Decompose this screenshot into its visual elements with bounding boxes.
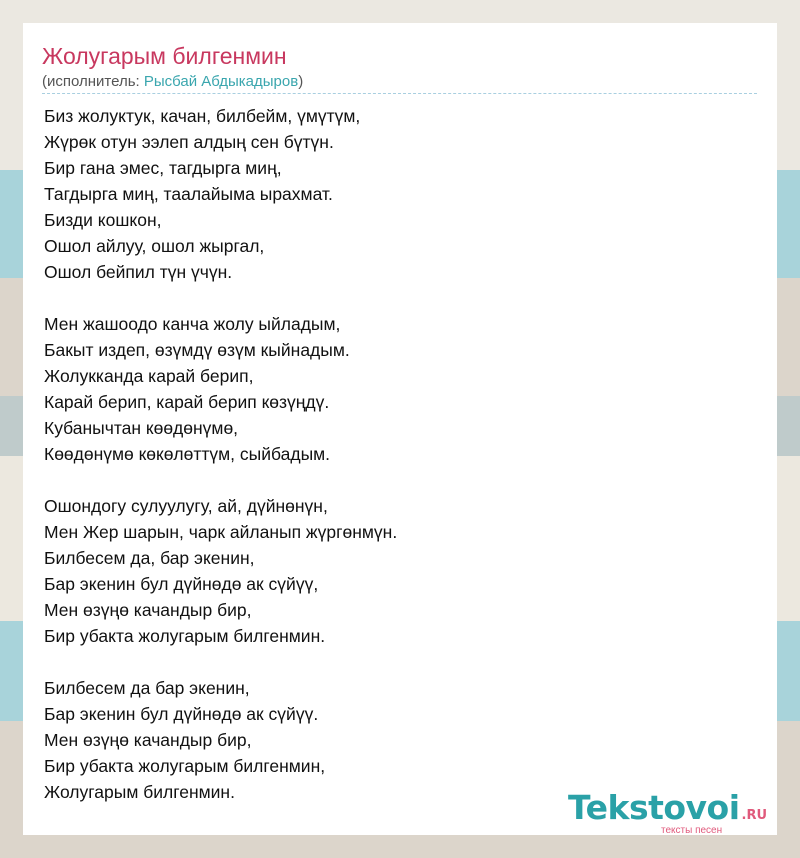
verse-1: [44, 103, 397, 285]
verse-3: [44, 493, 397, 649]
lyric-line: Жолугарым билгенмин.: [44, 782, 235, 802]
lyric-line: Бар экенин бул дүйнөдө ак сүйүү.: [44, 704, 319, 724]
lyric-line: Тагдырга миң, таалайыма ырахмат.: [44, 184, 333, 204]
lyric-line: Билбесем да, бар экенин,: [44, 548, 255, 568]
lyric-line: Биз жолуктук, качан, билбейм, үмүтүм,: [44, 106, 361, 126]
lyrics-text: [44, 103, 397, 805]
lyric-line: Мен өзүңө качандыр бир,: [44, 730, 252, 750]
lyric-line: Ошондогу сулуулугу, ай, дүйнөнүн,: [44, 496, 328, 516]
lyric-line: Бакыт издеп, өзүмдү өзүм кыйнадым.: [44, 340, 350, 360]
lyric-line: Мен жашоодо канча жолу ыйладым,: [44, 314, 341, 334]
lyric-line: Ошол айлуу, ошол жыргал,: [44, 236, 265, 256]
artist-suffix: ): [298, 73, 304, 90]
site-logo[interactable]: [568, 788, 768, 836]
lyric-line: Мен өзүңө качандыр бир,: [44, 600, 252, 620]
lyric-line: Карай берип, карай берип көзүңдү.: [44, 392, 330, 412]
lyrics-card: [23, 23, 777, 835]
logo-tagline: тексты песен: [661, 825, 723, 836]
lyric-line: Мен Жер шарын, чарк айланып жүргөнмүн.: [44, 522, 398, 542]
song-title: Жолугарым билгенмин: [42, 43, 287, 69]
lyric-line: Билбесем да бар экенин,: [44, 678, 250, 698]
logo-name: Tekstovoi: [568, 788, 740, 827]
lyric-line: Көөдөнүмө көкөлөттүм, сыйбадым.: [44, 444, 331, 464]
artist-prefix: (исполнитель:: [42, 73, 144, 90]
verse-gap: [44, 467, 397, 493]
verse-4: [44, 675, 397, 805]
artist-link[interactable]: Рысбай Абдыкадыров: [143, 73, 299, 90]
title-divider: [42, 93, 757, 94]
logo-tld: .RU: [741, 808, 768, 823]
verse-gap: [44, 285, 397, 311]
artist-line: [42, 73, 303, 90]
lyric-line: Бар экенин бул дүйнөдө ак сүйүү,: [44, 574, 319, 594]
lyric-line: Бир убакта жолугарым билгенмин,: [44, 756, 326, 776]
verse-2: [44, 311, 397, 467]
lyric-line: Кубанычтан көөдөнүмө,: [44, 418, 239, 438]
lyric-line: Жүрөк отун ээлеп алдың сен бүтүн.: [44, 132, 334, 152]
verse-gap: [44, 649, 397, 675]
lyric-line: Жолукканда карай берип,: [44, 366, 254, 386]
lyric-line: Бир гана эмес, тагдырга миң,: [44, 158, 282, 178]
lyric-line: Бизди кошкон,: [44, 210, 162, 230]
lyric-line: Бир убакта жолугарым билгенмин.: [44, 626, 326, 646]
lyric-line: Ошол бейпил түн үчүн.: [44, 262, 233, 282]
